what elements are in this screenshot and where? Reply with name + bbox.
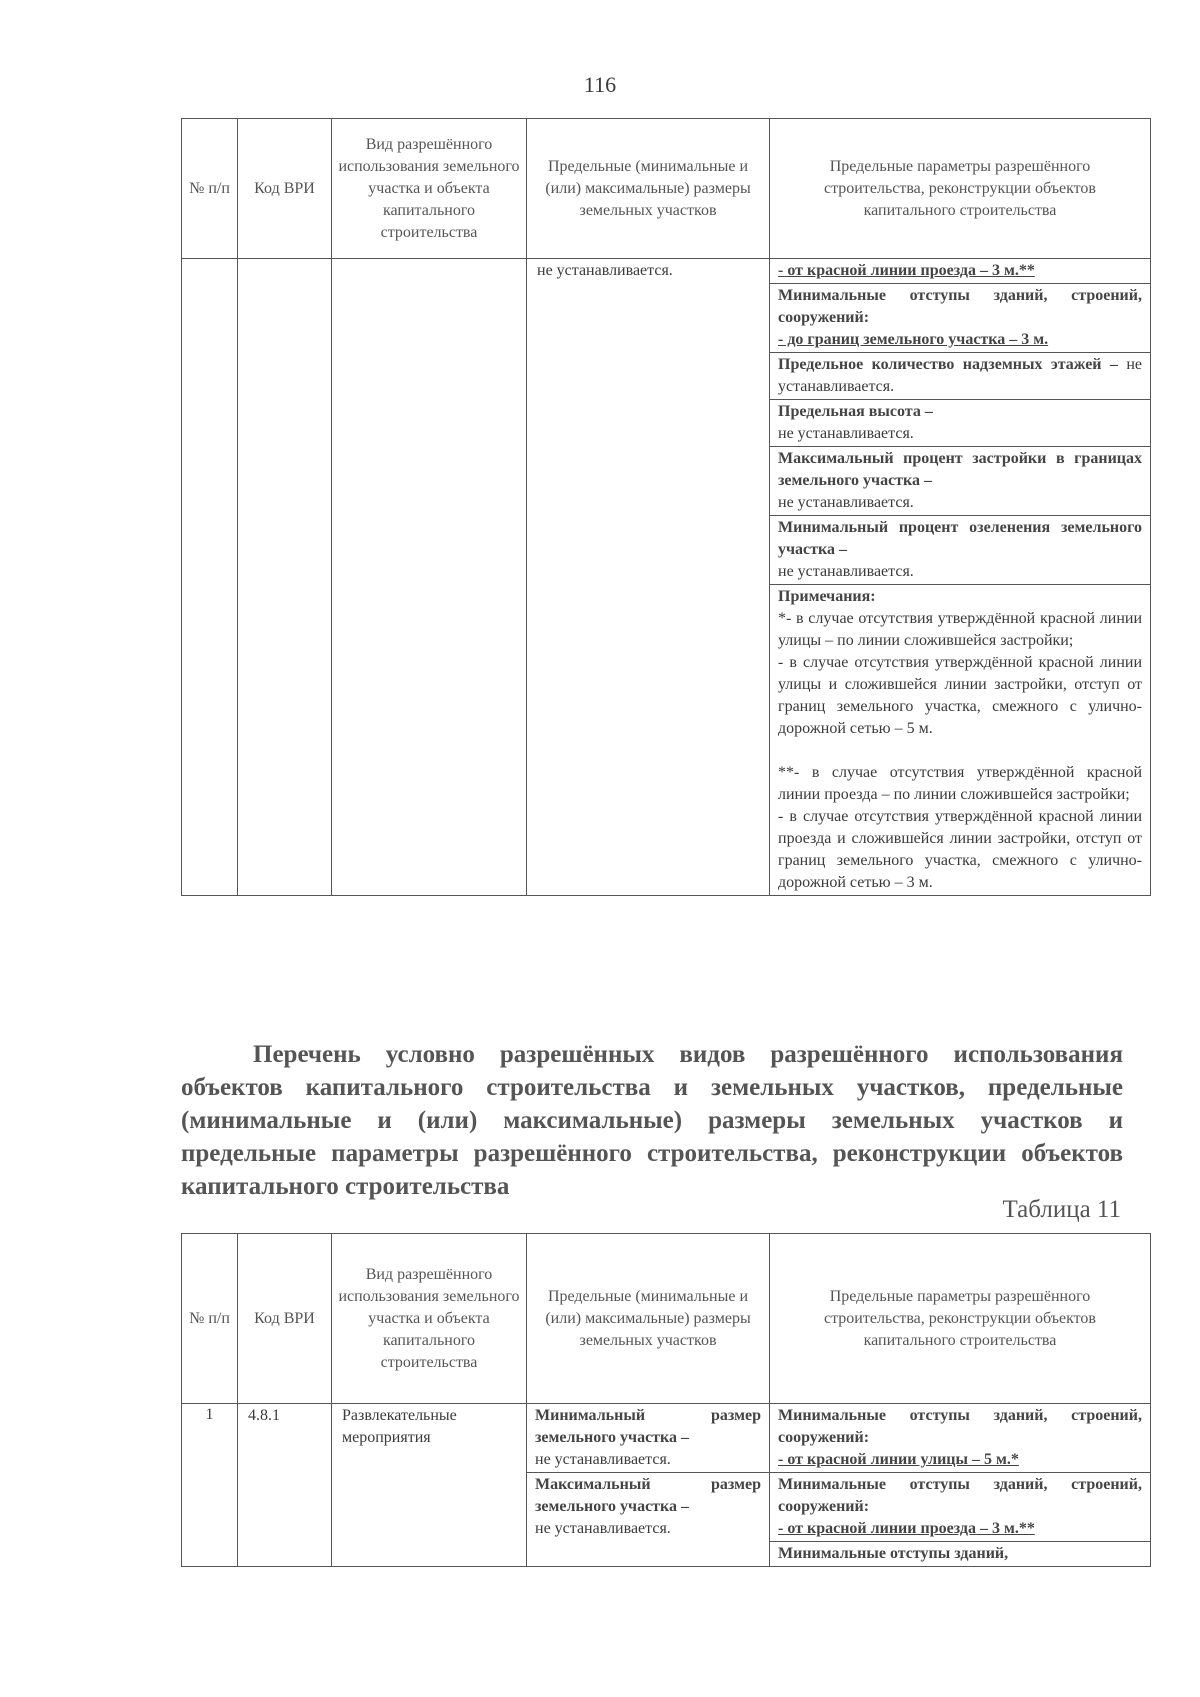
cell-use: Развлекательные мероприятия	[332, 1404, 527, 1567]
param-floors: Предельное количество надземных этажей – не устанавливается.	[770, 352, 1150, 399]
cell-num: 1	[182, 1404, 238, 1567]
header-use: Вид разрешённого использования земельного участка и объекта капитального строительства	[332, 119, 527, 259]
param-max-size: Максимальный размер земельного участка – не устанавливается.	[527, 1472, 769, 1541]
param-setback-street: Минимальные отступы зданий, строений, сооружений: - от красной линии улицы – 5 м.*	[778, 1407, 1142, 1468]
param-setback-cut: Минимальные отступы зданий,	[770, 1541, 1150, 1566]
cell-code: 4.8.1	[238, 1404, 332, 1567]
zoning-table-continued	[181, 118, 1151, 896]
table-header-row	[182, 1234, 1151, 1404]
param-setback-boundary: Минимальные отступы зданий, строений, сооружений: - до границ земельного участка – 3 м.	[770, 283, 1150, 352]
header-code: Код ВРИ	[238, 1234, 332, 1404]
header-size: Предельные (минимальные и (или) максимальные) размеры земельных участков	[527, 119, 770, 259]
table-row	[182, 259, 1151, 896]
cell-use	[332, 259, 527, 896]
header-code: Код ВРИ	[238, 119, 332, 259]
zoning-table-11	[181, 1233, 1151, 1567]
cell-code	[238, 259, 332, 896]
table-header-row	[182, 119, 1151, 259]
header-num: № п/п	[182, 1234, 238, 1404]
notes: Примечания: *- в случае отсутствия утверждённой красной линии улицы – по линии сложившейся застройки; - в случае отсутствия утверждённой красной линии улицы и сложившейся линии застройки, отступ от границ земельного участка, смежного с улично-дорожной сетью – 5 м. **- в случае отсутствия утверждённой красной линии проезда – по линии сложившейся застройки; - в случае отсутствия утверждённой красной линии проезда и сложившейся линии застройки, отступ от границ земельного участка, смежного с улично-дорожной сетью – 3 м.	[770, 584, 1150, 895]
param-max-coverage: Максимальный процент застройки в границах земельного участка – не устанавливается.	[770, 446, 1150, 515]
param-setback-driveway: - от красной линии проезда – 3 м.**	[778, 262, 1035, 279]
header-size: Предельные (минимальные и (или) максимальные) размеры земельных участков	[527, 1234, 770, 1404]
param-height: Предельная высота – не устанавливается.	[770, 399, 1150, 446]
cell-size	[527, 1404, 770, 1567]
param-min-greenery: Минимальный процент озеленения земельного участка – не устанавливается.	[770, 515, 1150, 584]
page-number: 116	[583, 72, 617, 97]
section-title: Перечень условно разрешённых видов разрешённого использования объектов капитального строительства и земельных участков, предельные (минимальные и (или) максимальные) размеры земельных участков и предельные параметры разрешённого строительства, реконструкции объектов капитального строительства	[181, 1041, 1123, 1200]
cell-params	[770, 1404, 1151, 1567]
param-min-size: Минимальный размер земельного участка – не устанавливается.	[535, 1407, 761, 1468]
header-use: Вид разрешённого использования земельного участка и объекта капитального строительства	[332, 1234, 527, 1404]
header-params: Предельные параметры разрешённого строительства, реконструкции объектов капитального строительства	[770, 119, 1151, 259]
cell-params	[770, 259, 1151, 896]
param-setback-driveway: Минимальные отступы зданий, строений, сооружений: - от красной линии проезда – 3 м.**	[770, 1472, 1150, 1541]
header-num: № п/п	[182, 119, 238, 259]
cell-num	[182, 259, 238, 896]
cell-size: не устанавливается.	[527, 259, 770, 896]
table-row	[182, 1404, 1151, 1567]
header-params: Предельные параметры разрешённого строительства, реконструкции объектов капитального строительства	[770, 1234, 1151, 1404]
table-label: Таблица 11	[1002, 1196, 1121, 1223]
